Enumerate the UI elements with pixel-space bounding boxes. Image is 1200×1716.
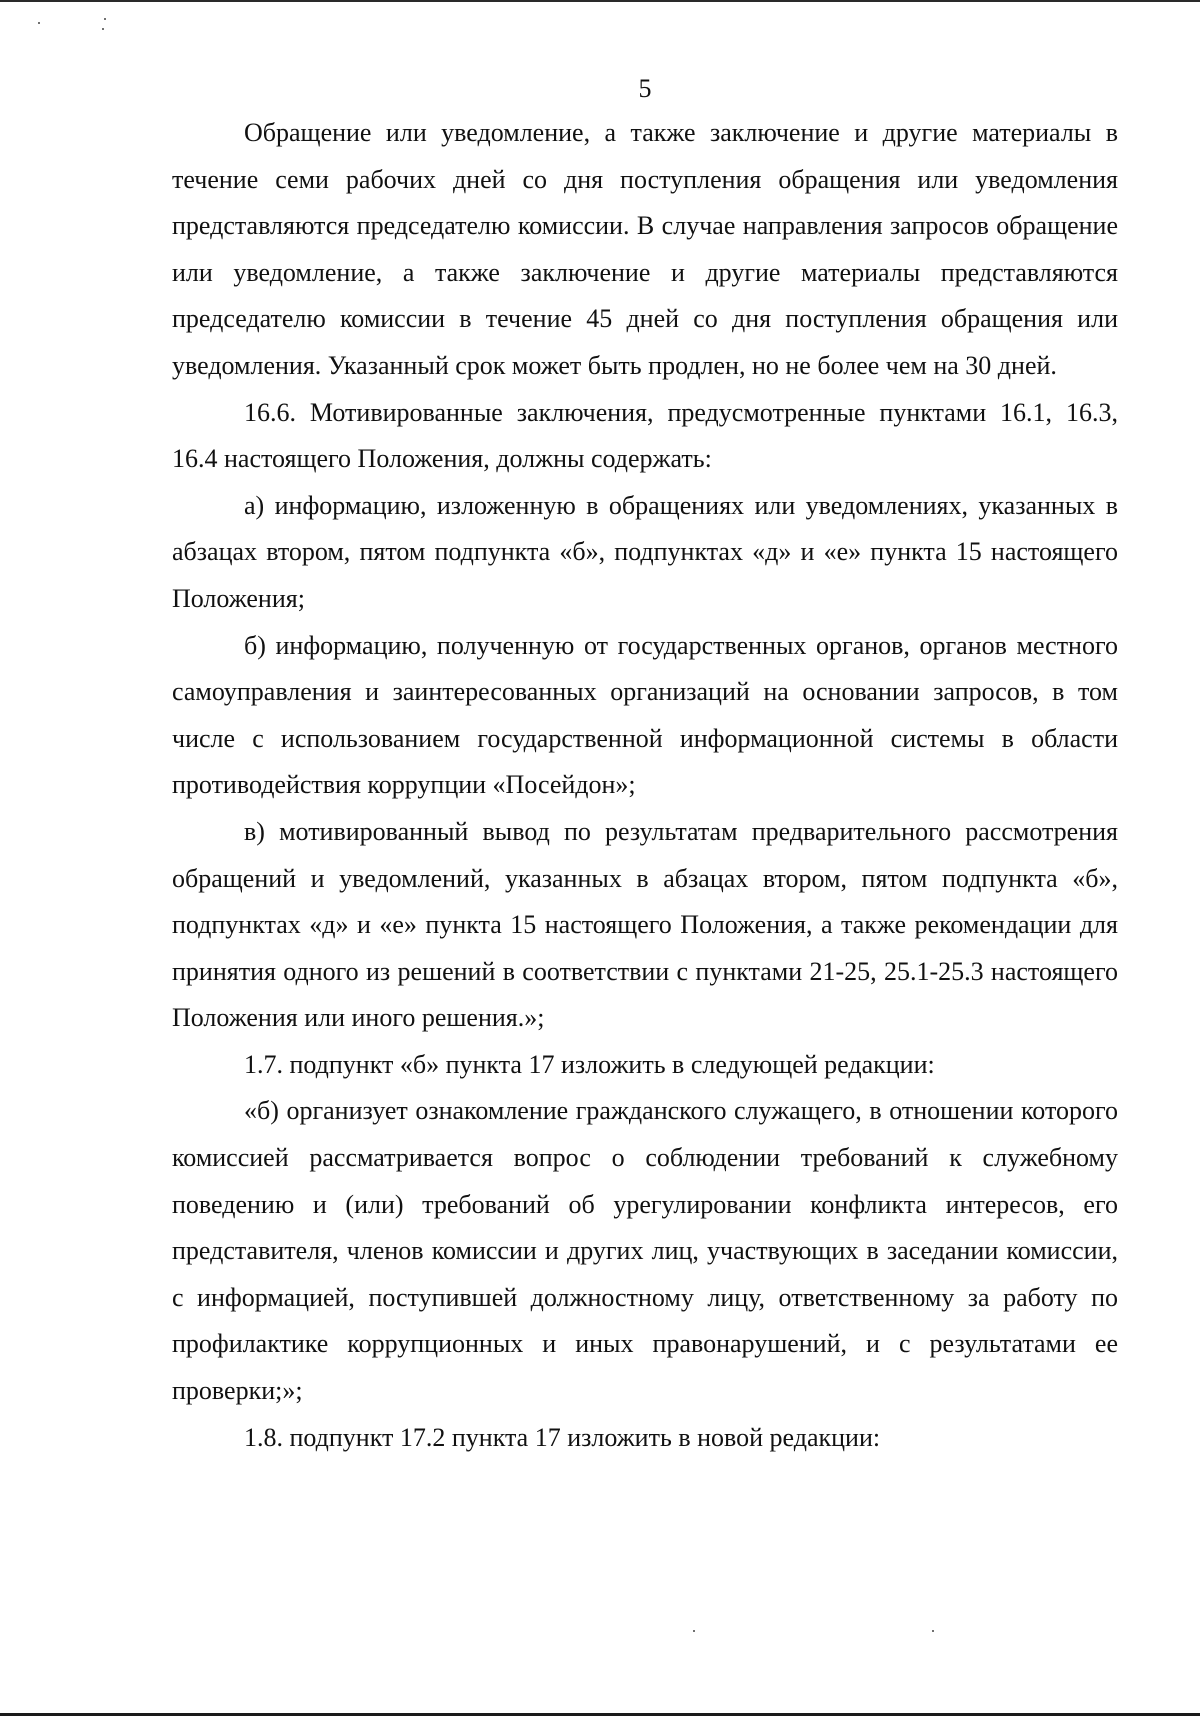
paragraph: б) информацию, полученную от государственных органов, органов местного самоуправления и заинтересованных организаций на основании запросов, в том числе с использованием государственной информационной системы в области противодействия коррупции «Посейдон»; <box>172 630 1118 800</box>
document-body <box>172 110 1118 1461</box>
scan-edge-top <box>0 0 1200 2</box>
paragraph: 16.6. Мотивированные заключения, предусмотренные пунктами 16.1, 16.3, 16.4 настоящего Положения, должны содержать: <box>172 397 1118 474</box>
scan-speck <box>104 18 106 20</box>
paragraph: а) информацию, изложенную в обращениях или уведомлениях, указанных в абзацах втором, пятом подпункта «б», подпунктах «д» и «е» пункта 15 настоящего Положения; <box>172 490 1118 613</box>
paragraph: 1.8. подпункт 17.2 пункта 17 изложить в новой редакции: <box>244 1422 881 1452</box>
scan-speck <box>102 28 104 30</box>
page-number: 5 <box>638 74 652 103</box>
paragraph: 1.7. подпункт «б» пункта 17 изложить в следующей редакции: <box>244 1049 935 1079</box>
scan-speck <box>932 1630 934 1632</box>
paragraph: «б) организует ознакомление гражданского служащего, в отношении которого комиссией рассматривается вопрос о соблюдении требований к служебному поведению и (или) требований об урегулировании конфликта интересов, его представителя, членов комиссии и других лиц, участвующих в заседании комиссии, с информацией, поступившей должностному лицу, ответственному за работу по профилактике коррупционных и иных правонарушений, и с результатами ее проверки;»; <box>172 1096 1118 1406</box>
scan-speck <box>38 22 40 24</box>
scan-speck <box>693 1630 695 1632</box>
paragraph: Обращение или уведомление, а также заключение и другие материалы в течение семи рабочих дней со дня поступления обращения или уведомления представляются председателю комиссии. В случае направления запросов обращение или уведомление, а также заключение и другие материалы представляются председателю комиссии в течение 45 дней со дня поступления обращения или уведомления. Указанный срок может быть продлен, но не более чем на 30 дней. <box>172 118 1118 380</box>
paragraph: в) мотивированный вывод по результатам предварительного рассмотрения обращений и уведомлений, указанных в абзацах втором, пятом подпункта «б», подпунктах «д» и «е» пункта 15 настоящего Положения, а также рекомендации для принятия одного из решений в соответствии с пунктами 21-25, 25.1-25.3 настоящего Положения или иного решения.»; <box>172 816 1118 1033</box>
